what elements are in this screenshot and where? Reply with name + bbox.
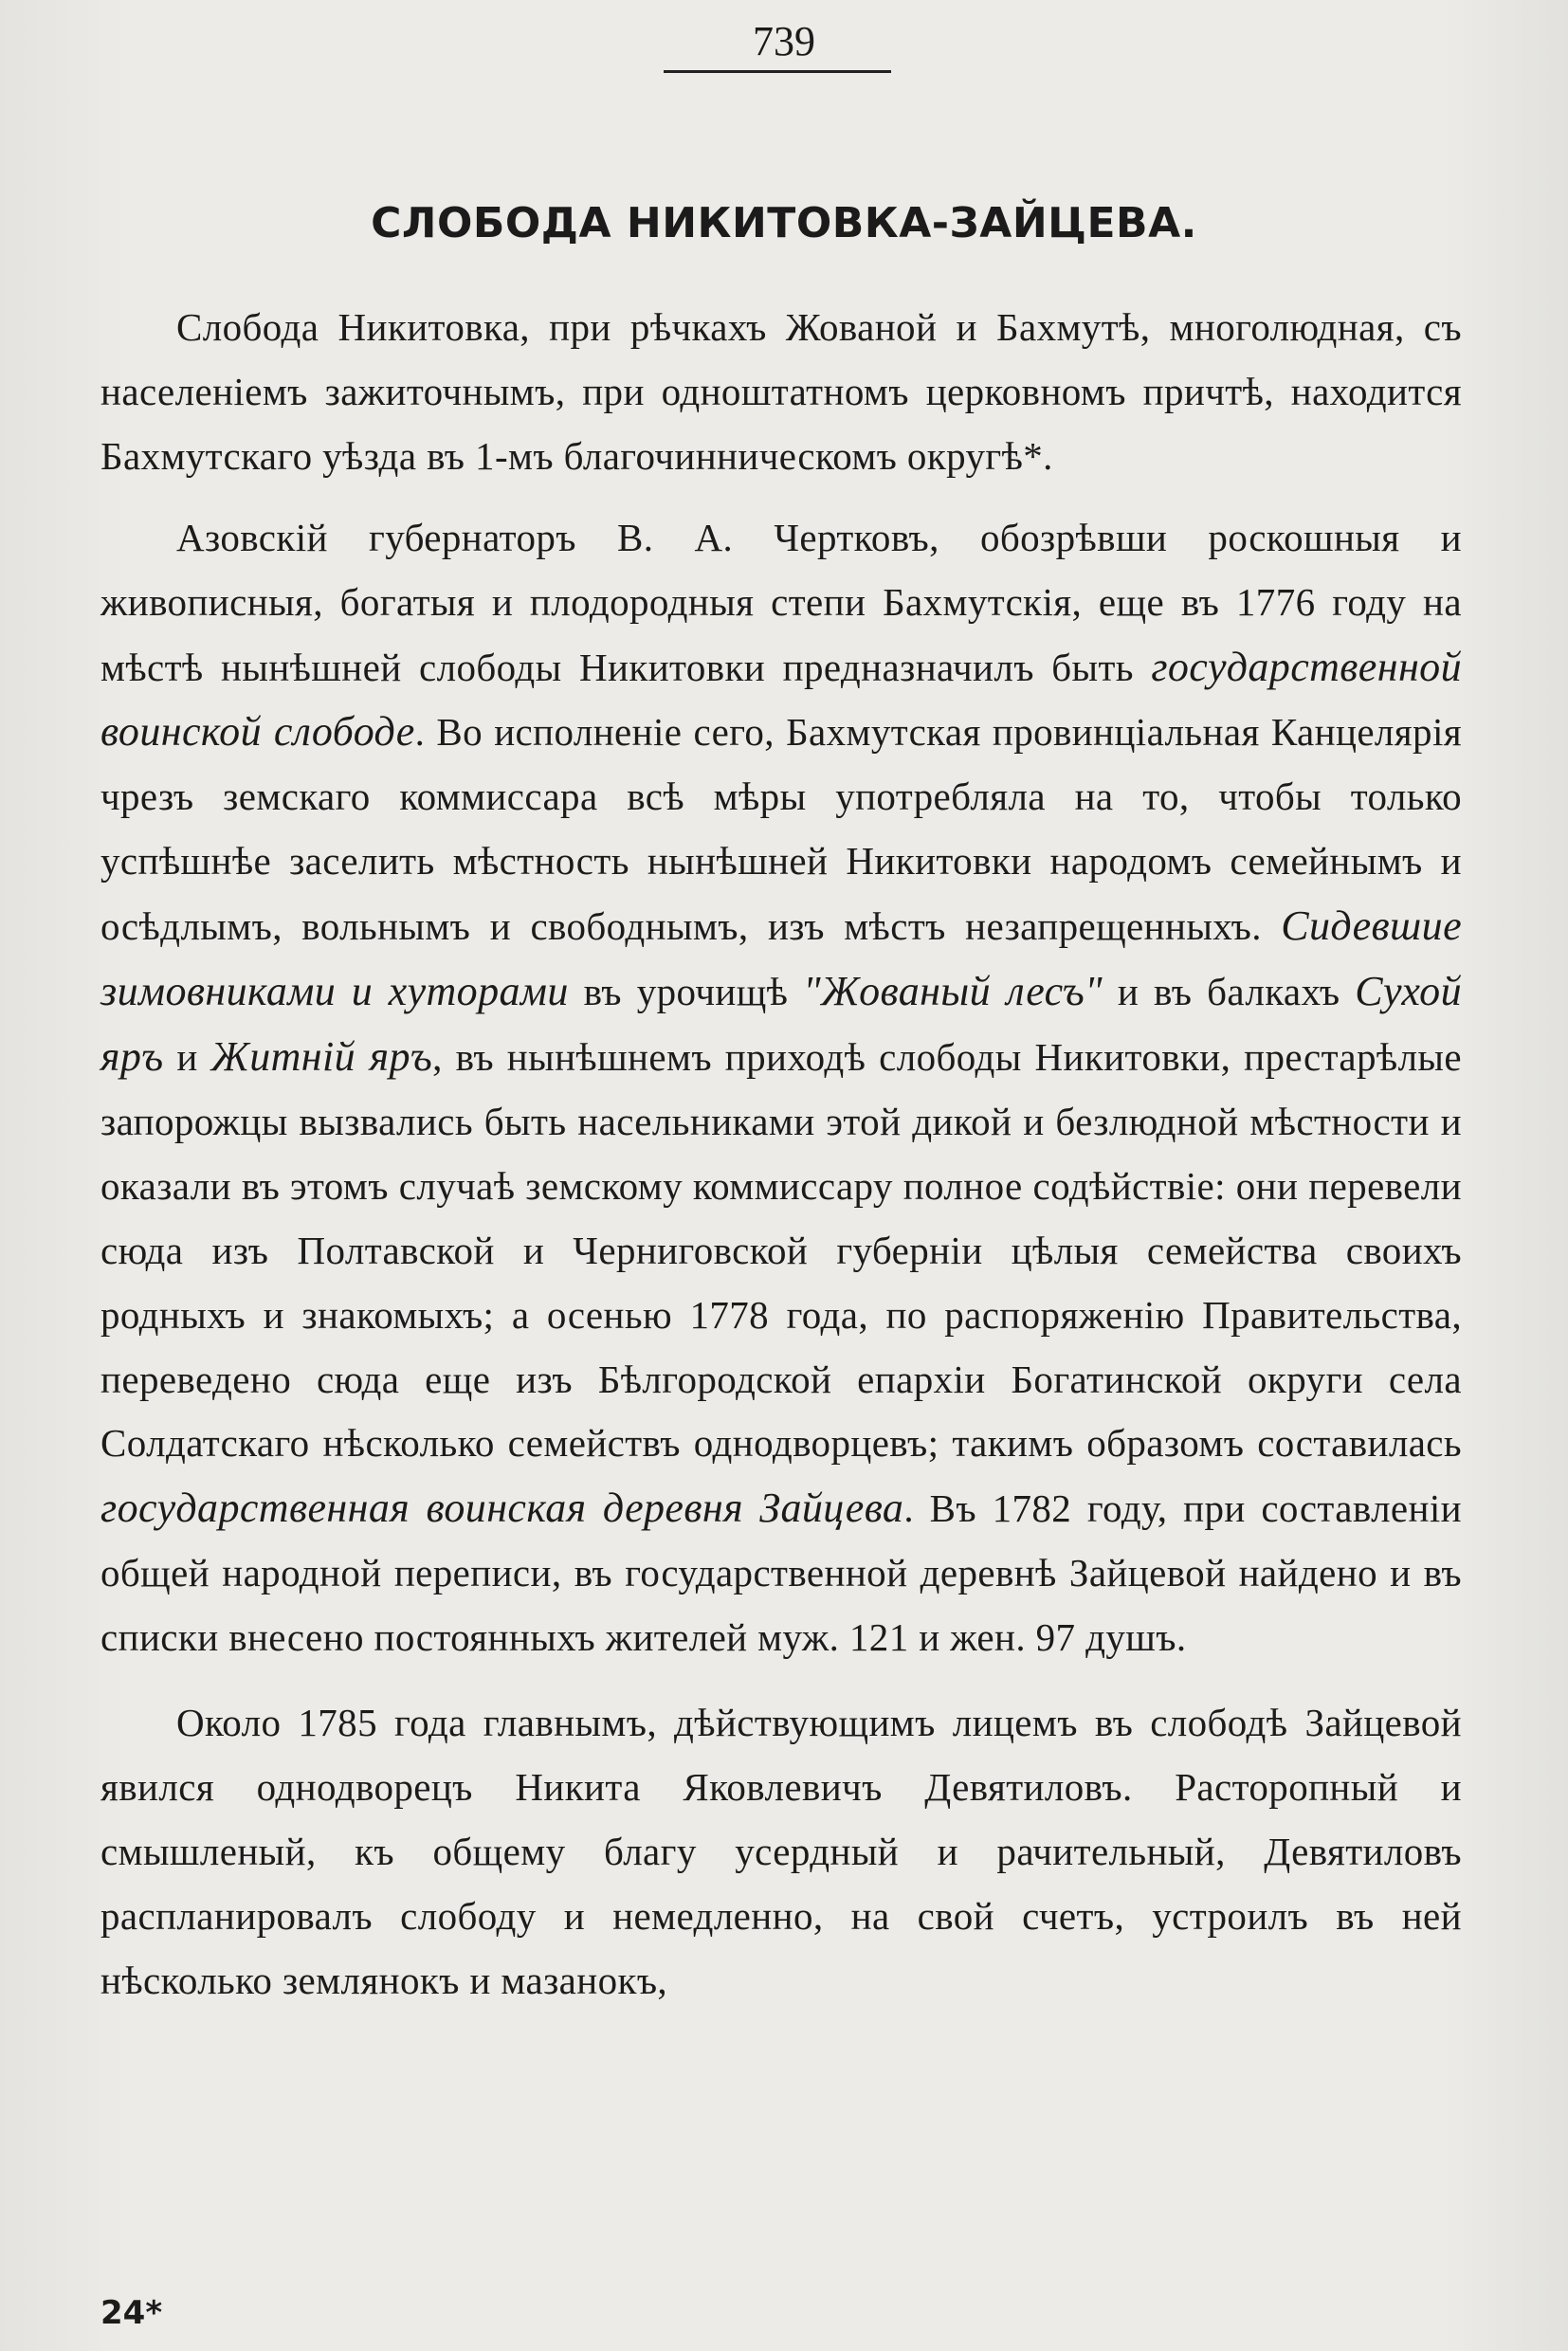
- text-run: . Во исполненіе сего, Бахмутская провинціальная Канцелярія чрезъ земскаго коммиссара всѣ мѣры употребляла на то, чтобы только успѣшнѣе заселить мѣстность нынѣшней Никитовки народомъ семейнымъ и осѣдлымъ, вольнымъ и свободнымъ, изъ мѣстъ незапрещенныхъ.: [100, 710, 1462, 949]
- chapter-heading: СЛОБОДА НИКИТОВКА-ЗАЙЦЕВА.: [371, 199, 1197, 247]
- text-run: и въ балкахъ: [1103, 970, 1356, 1014]
- italic-phrase: "Жованый лесъ": [803, 968, 1103, 1015]
- paragraph-3: Около 1785 года главнымъ, дѣйствующимъ лицемъ въ слободѣ Зайцевой явился однодворецъ Никита Яковлевичъ Девятиловъ. Расторопный и смышленый, къ общему благу усердный и рачительный, Девятиловъ распланировалъ слободу и немедленно, на свой счетъ, устроилъ въ ней нѣсколько землянокъ и мазанокъ,: [100, 1701, 1462, 2002]
- italic-phrase: Житній яръ: [210, 1032, 433, 1080]
- paragraph-2: [100, 506, 1462, 1670]
- italic-phrase: государственная воинская деревня Зайцева: [100, 1485, 904, 1532]
- page-number: 739: [753, 18, 815, 64]
- body-text: [100, 296, 1462, 2014]
- text-run: , въ нынѣшнемъ приходѣ слободы Никитовки, престарѣлые запорожцы вызвались быть насельниками этой дикой и безлюдной мѣстности и оказали въ этомъ случаѣ земскому коммиссару полное содѣйствіе: они перевели сюда изъ Полтавской и Черниговской губерніи цѣлыя семейства своихъ родныхъ и знакомыхъ; а осенью 1778 года, по распоряженію Правительства, переведено сюда еще изъ Бѣлгородской епархіи Богатинской округи села Солдатскаго нѣсколько семействъ однодворцевъ; такимъ образомъ составилась: [100, 1034, 1462, 1466]
- text-run: . Въ 1782 году, при составленіи общей народной переписи, въ государственной деревнѣ Зайцевой найдено и въ списки внесено постоянныхъ жителей муж. 121 и жен. 97 душъ.: [100, 1486, 1463, 1660]
- page-number-rule: [664, 70, 891, 73]
- signature-mark: 24*: [100, 2294, 163, 2332]
- italic-phrase: Сухой яръ: [100, 968, 1462, 1080]
- text-run: въ урочищѣ: [568, 970, 804, 1014]
- paragraph-1: Слобода Никитовка, при рѣчкахъ Жованой и Бахмутѣ, многолюдная, съ населеніемъ зажиточнымъ, при одноштатномъ церковномъ причтѣ, находится Бахмутскаго уѣзда въ 1-мъ благочинническомъ округѣ*.: [100, 305, 1462, 478]
- italic-phrase: Сидевшие зимовниками и хуторами: [100, 902, 1462, 1015]
- text-run: Азовскій губернаторъ В. А. Чертковъ, обозрѣвши роскошныя и живописныя, богатыя и плодородныя степи Бахмутскія, еще въ 1776 году на мѣстѣ нынѣшней слободы Никитовки предназначилъ быть: [100, 515, 1462, 689]
- text-run: и: [163, 1034, 211, 1079]
- italic-phrase: государственной воинской слободе: [100, 643, 1462, 756]
